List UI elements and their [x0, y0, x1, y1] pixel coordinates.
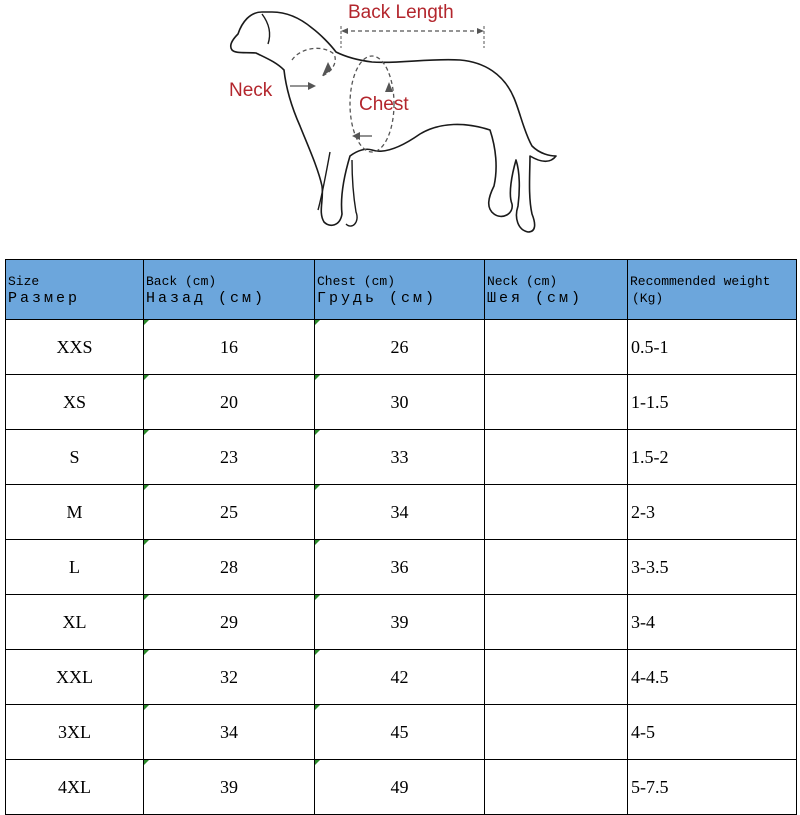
table-row [6, 540, 797, 595]
size-chart-table [5, 259, 797, 815]
cell-weight: 1-1.5 [628, 375, 797, 430]
cell-size: XL [6, 595, 144, 650]
cell-weight: 1.5-2 [628, 430, 797, 485]
cell-chest: 26 [315, 320, 485, 375]
cell-weight: 4-4.5 [628, 650, 797, 705]
cell-size: M [6, 485, 144, 540]
header-neck-en: Neck (cm) [487, 273, 558, 289]
header-chest-en: Chest (cm) [317, 273, 396, 289]
cell-weight: 5-7.5 [628, 760, 797, 815]
dog-outline-icon [0, 0, 800, 258]
cell-chest: 33 [315, 430, 485, 485]
cell-weight: 4-5 [628, 705, 797, 760]
cell-back: 28 [144, 540, 315, 595]
cell-size: XS [6, 375, 144, 430]
cell-neck [485, 705, 628, 760]
cell-size: XXL [6, 650, 144, 705]
dog-measurement-diagram [0, 0, 800, 258]
cell-neck [485, 595, 628, 650]
cell-chest: 42 [315, 650, 485, 705]
cell-back: 23 [144, 430, 315, 485]
header-back-ru: Назад (см) [146, 289, 267, 307]
header-chest-ru: Грудь (см) [317, 289, 438, 307]
table-row [6, 485, 797, 540]
cell-chest: 36 [315, 540, 485, 595]
header-size-en: Size [8, 273, 40, 289]
table-header-row [6, 260, 797, 320]
table-row [6, 760, 797, 815]
header-weight [628, 260, 797, 320]
cell-size: 3XL [6, 705, 144, 760]
table-row [6, 430, 797, 485]
cell-neck [485, 650, 628, 705]
cell-weight: 3-4 [628, 595, 797, 650]
header-back-en: Back (cm) [146, 273, 217, 289]
cell-neck [485, 540, 628, 595]
cell-size: S [6, 430, 144, 485]
chest-label: Chest [359, 94, 409, 115]
cell-back: 25 [144, 485, 315, 540]
cell-neck [485, 375, 628, 430]
cell-back: 29 [144, 595, 315, 650]
cell-chest: 39 [315, 595, 485, 650]
cell-chest: 34 [315, 485, 485, 540]
cell-back: 16 [144, 320, 315, 375]
cell-neck [485, 320, 628, 375]
cell-chest: 30 [315, 375, 485, 430]
cell-weight: 2-3 [628, 485, 797, 540]
header-size-ru: Размер [8, 289, 81, 307]
cell-neck [485, 430, 628, 485]
table-row [6, 705, 797, 760]
cell-size: 4XL [6, 760, 144, 815]
cell-size: XXS [6, 320, 144, 375]
table-row [6, 650, 797, 705]
table-row [6, 375, 797, 430]
cell-neck [485, 760, 628, 815]
header-size [6, 260, 144, 320]
table-row [6, 320, 797, 375]
cell-back: 20 [144, 375, 315, 430]
cell-chest: 45 [315, 705, 485, 760]
neck-label: Neck [229, 80, 273, 101]
header-chest [315, 260, 485, 320]
header-weight-en: Recommended weight [630, 273, 771, 289]
table-row [6, 595, 797, 650]
cell-back: 32 [144, 650, 315, 705]
cell-size: L [6, 540, 144, 595]
cell-chest: 49 [315, 760, 485, 815]
cell-neck [485, 485, 628, 540]
header-neck-ru: Шея (см) [487, 289, 584, 307]
cell-back: 39 [144, 760, 315, 815]
header-neck [485, 260, 628, 320]
header-weight-unit: (Kg) [632, 290, 664, 306]
back-length-label: Back Length [348, 2, 454, 23]
header-back [144, 260, 315, 320]
cell-back: 34 [144, 705, 315, 760]
cell-weight: 0.5-1 [628, 320, 797, 375]
cell-weight: 3-3.5 [628, 540, 797, 595]
